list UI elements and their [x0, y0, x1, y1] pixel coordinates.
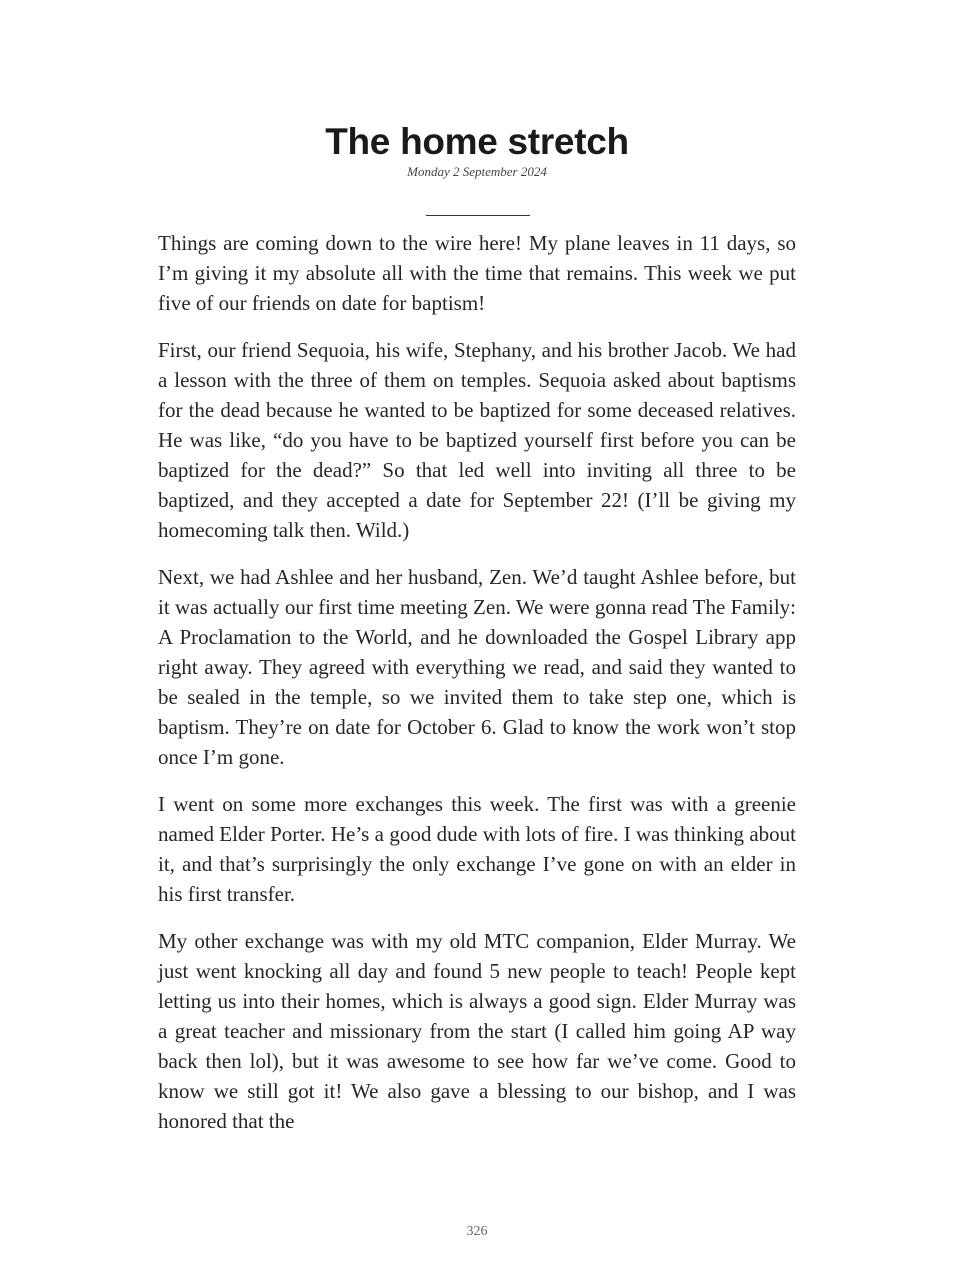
- paragraph-3: Next, we had Ashlee and her husband, Zen. We’d taught Ashlee before, but it was actually our first time meeting Zen. We were gonna read The Family: A Proclamation to the World, and he downloaded the Gospel Library app right away. They agreed with everything we read, and said they wanted to be sealed in the temple, so we invited them to take step one, which is baptism. They’re on date for October 6. Glad to know the work won’t stop once I’m gone.: [158, 565, 796, 769]
- paragraph-4: I went on some more exchanges this week. The first was with a greenie named Elder Porter. He’s a good dude with lots of fire. I was thinking about it, and that’s surprisingly the only exchange I’ve gone on with an elder in his first transfer.: [158, 792, 796, 906]
- paragraph-2: First, our friend Sequoia, his wife, Stephany, and his brother Jacob. We had a lesson with the three of them on temples. Sequoia asked about baptisms for the dead because he wanted to be baptized for some deceased relatives. He was like, “do you have to be baptized yourself first before you can be baptized for the dead?” So that led well into inviting all three to be baptized, and they accepted a date for September 22! (I’ll be giving my homecoming talk then. Wild.): [158, 338, 796, 542]
- page-title: The home stretch: [325, 121, 629, 162]
- paragraph-1: Things are coming down to the wire here! My plane leaves in 11 days, so I’m giving it my absolute all with the time that remains. This week we put five of our friends on date for baptism!: [158, 231, 796, 315]
- page-number: 326: [466, 1224, 488, 1239]
- post-date: Monday 2 September 2024: [407, 164, 547, 179]
- title-divider: [426, 215, 530, 216]
- article-body: [158, 228, 796, 1153]
- paragraph-5: My other exchange was with my old MTC companion, Elder Murray. We just went knocking all day and found 5 new people to teach! People kept letting us into their homes, which is always a good sign. Elder Murray was a great teacher and missionary from the start (I called him going AP way back then lol), but it was awesome to see how far we’ve come. Good to know we still got it! We also gave a blessing to our bishop, and I was honored that the: [158, 929, 796, 1133]
